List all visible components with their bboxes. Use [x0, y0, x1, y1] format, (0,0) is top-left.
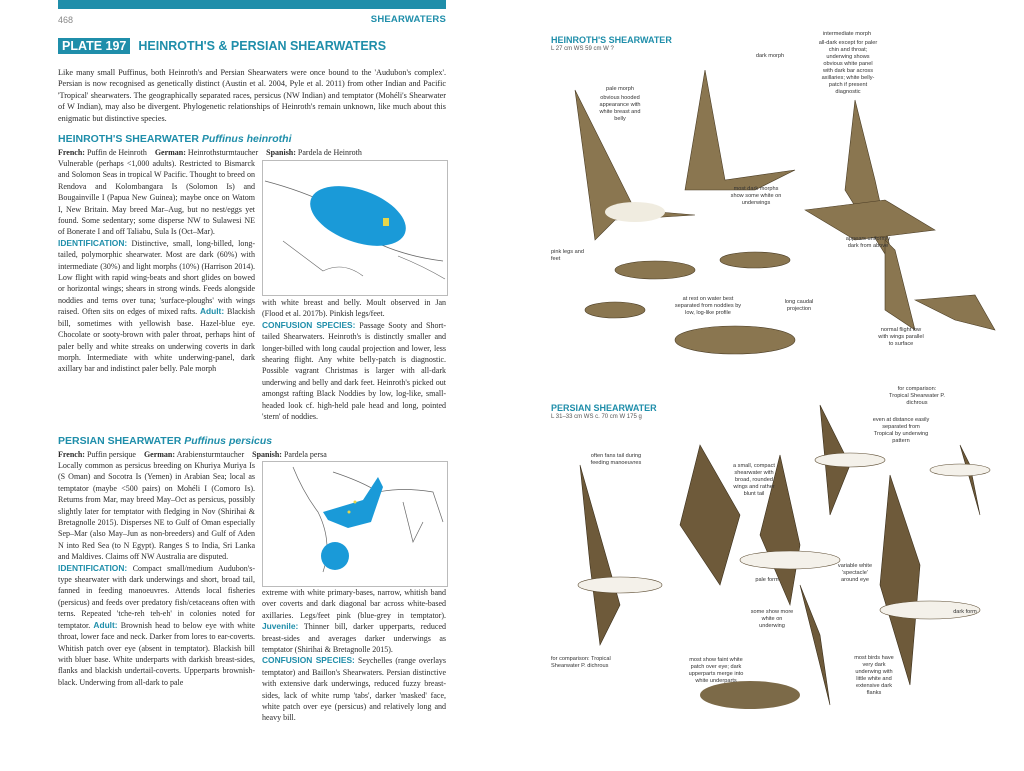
caption-intermediate-morph: intermediate morph — [822, 31, 872, 37]
persian-birds-illustration — [560, 385, 1020, 715]
label: French: — [58, 148, 85, 157]
caption-intermediate-desc: all-dark except for paler chin and throat; underwing shows obvious white panel with dark bar across axillaries; white belly-patch if present diagnostic — [818, 40, 878, 95]
label: German: — [154, 148, 186, 157]
heinroth-heading — [58, 133, 292, 145]
heinroth-measurements: L 27 cm WS 59 cm W ? — [551, 46, 614, 52]
caption-pale-morph-desc: obvious hooded appearance with white breast and belly — [599, 95, 641, 122]
caption-most-dark-morphs: most dark morphs show some white on underwings — [730, 186, 782, 206]
heinroth-adult-label: Adult: — [199, 306, 225, 317]
persian-common-names — [58, 449, 458, 460]
persian-latin: Puffinus persicus — [184, 435, 273, 447]
persian-juvenile-text: Thinner bill, darker upperparts, reduced breast-sides and averages darker underwings as temptator (Shirihai & Bretagnolle 2015). — [262, 622, 446, 655]
persian-range-map — [262, 461, 448, 587]
caption-most-show-faint: most show faint white patch over eye; dark upperparts merge into white underparts — [688, 657, 744, 684]
heinroth-id-text: Distinctive, small, long-billed, long-tailed, polymorphic shearwater. Most are dark (60%) with intermediate (30%) and light morphs (10%) (Harrison 2014). Low flight with rapid wing-beats and short glides on bowed or horizontal wings; shears in strong winds. Feeds alongside noddies and terns over tuna; 'surface-ploughs' with wings raised. Often sits on edges of mixed rafts. — [58, 238, 256, 317]
label: Spanish: — [252, 450, 282, 459]
caption-pale-morph: pale morph — [606, 86, 634, 92]
caption-even-at-distance: even at distance easily separated from Tropical by underwing pattern — [872, 417, 930, 444]
persian-id-text: Compact small/medium Audubon's-type shearwater with dark underwings and short, broad tail, fanned in feeding manoeuvres. Attends local fisheries (persicus) and feeds over predatory fish/cetaceans often with terns. Repeated 'tche-reh teh-eh' in colonies noted for temptator. — [58, 563, 256, 630]
caption-dark-morph: dark morph — [755, 53, 785, 59]
caption-tropical-comparison-2: for comparison: Tropical Shearwater P. dichrous — [551, 656, 611, 669]
label: French: — [58, 450, 85, 459]
heinroth-col2 — [262, 297, 446, 422]
heinroth-confusion-text: Passage Sooty and Short-tailed Shearwaters. Heinroth's is distinctly smaller and longer-billed with long caudal projection and lower, less shearing flight. Any white belly-patch is diagnostic. Possible vagrant Christmas is larger with all-dark underwing and belly and dark feet. Heinroth's picked out amongst rafting Black Noddies by low, log-like, small-headed look cf. high-held pale head and long, pointed 'stern' of noddies. — [262, 320, 447, 422]
persian-col2-text: extreme with white primary-bases, narrow, whitish band over coverts and dark diagonal bar across white-based axillaries. Legs/feet pink (blue-grey in temptator). — [262, 588, 446, 620]
caption-some-show: some show more white on underwing — [750, 609, 794, 629]
heinroth-confusion-label: CONFUSION SPECIES: — [262, 319, 356, 330]
german-name: Arabiensturmtaucher — [176, 450, 245, 459]
spanish-name: Pardela de Heinroth — [297, 148, 362, 157]
french-name: Puffin persique — [86, 450, 136, 459]
plate-name: HEINROTH'S & PERSIAN SHEARWATERS — [138, 39, 387, 53]
persian-heading — [58, 435, 272, 447]
heinroth-plate-title: HEINROTH'S SHEARWATER — [551, 35, 672, 45]
caption-most-birds: most birds have very dark underwing with little white and extensive dark flanks — [854, 655, 894, 696]
plate-title — [58, 38, 386, 54]
french-name: Puffin de Heinroth — [86, 148, 147, 157]
heinroth-id-label: IDENTIFICATION: — [58, 237, 128, 248]
running-head: SHEARWATERS — [370, 14, 446, 25]
heinroth-col2-text: with white breast and belly. Moult observed in Jan (Flood et al. 2017b). Pinkish legs/feet. — [262, 298, 446, 319]
persian-confusion-label: CONFUSION SPECIES: — [262, 655, 355, 666]
persian-adult-label: Adult: — [93, 619, 118, 630]
caption-pink-legs: pink legs and feet — [551, 249, 584, 262]
persian-id-label: IDENTIFICATION: — [58, 562, 128, 573]
caption-small-compact: a small, compact shearwater with broad, rounded wings and rather blunt tail — [733, 463, 775, 497]
caption-normal-flight: normal flight low with wings parallel to surface — [878, 327, 924, 347]
page-number: 468 — [58, 15, 74, 25]
caption-appears-dark: appears uniformly dark from above — [845, 236, 891, 249]
persian-name: PERSIAN SHEARWATER — [58, 435, 182, 447]
persian-adult-text: Brownish head to below eye with white throat, lower face and neck. Darker from lores to ear-coverts. Whitish patch over eye (absent in temptator). Blackish bill with bluer base. White underparts with darkish breast-sides, flanks and blackish undertail-coverts. Upperparts brownish-black. Underwing from all-dark to pale — [58, 620, 255, 687]
header-bar — [58, 0, 446, 9]
heinroth-adult-text: Blackish bill, sometimes with yellowish base. Hazel-blue eye. Chocolate or sooty-brown with paler throat, perhaps hint of paler belly and white streaks on underwing coverts in dark morph. Intermediate with white underwing-panel, dark axillary bar and indistinct paler belly. Pale morph — [58, 307, 255, 374]
caption-pale-form: pale form — [755, 577, 779, 583]
caption-tropical-comparison-1: for comparison: Tropical Shearwater P. dichrous — [889, 386, 945, 406]
caption-fans-tail: often fans tail during feeding manoeuvres — [590, 453, 642, 466]
heinroth-range-map — [262, 160, 448, 296]
spanish-name: Pardela persa — [283, 450, 327, 459]
heinroth-common-names — [58, 147, 458, 158]
map-icon — [263, 161, 447, 295]
persian-plate-title: PERSIAN SHEARWATER — [551, 403, 657, 413]
caption-at-rest: at rest on water best separated from noddies by low, log-like profile — [674, 296, 742, 316]
persian-col1 — [58, 460, 255, 688]
label: German: — [143, 450, 176, 459]
persian-juvenile-label: Juvenile: — [262, 621, 299, 632]
persian-measurements: L 31–33 cm WS c. 70 cm W 175 g — [551, 414, 642, 420]
persian-confusion-text: Seychelles (range overlays temptator) and Baillon's Shearwaters. Persian distinctive with extensive dark underwings, reduced fuzzy breast-sides, lack of white rump 'tabs', darker 'masked' face, white patch over eye (persicus) and relatively long and heavy bill. — [262, 656, 447, 723]
persian-range: Locally common as persicus breeding on Khuriya Muriya Is (S Oman) and Socotra Is (Yemen) in Arabian Sea; local as temptator (maybe <500 pairs) on Mohéli I (Comoro Is). Returns from Mar, may breed May–Oct as persicus, possibly slightly later for temptator with fledging in Nov (Shirihai & Bretagnolle 2015). Disperses NE to Gulf of Oman especially Sep–Mar (also May–Jun as non-breeders) and Gulf of Aden N into Red Sea (to N Egypt). Ranges S to India, Sri Lanka and Maldives. Claims off NW Australia are disputed. — [58, 461, 255, 562]
plate-badge: PLATE 197 — [58, 38, 130, 54]
heinroth-range: Vulnerable (perhaps <1,000 adults). Restricted to Bismarck and Solomon Seas in tropical W Pacific. Thought to breed on Rendova and Kolombangara Is (Solomon Is) and Bougainville I (Papua New Guinea); maybe once on Watom I, New Britain. May breed Mar–Aug, but no nest/eggs yet found. Some sedentary; some disperse NW to Sulawesi NE of Bonerate I and off Taliabu, Sula Is (Oct–Mar). — [58, 159, 255, 237]
heinroth-name: HEINROTH'S SHEARWATER — [58, 133, 199, 145]
caption-dark-form: dark form — [953, 609, 977, 615]
heinroth-col1 — [58, 158, 255, 375]
caption-variable-spectacle: variable white 'spectacle' around eye — [837, 563, 873, 583]
german-name: Heinrothsturmtaucher — [187, 148, 259, 157]
heinroth-latin: Puffinus heinrothi — [201, 133, 292, 145]
label: Spanish: — [266, 148, 296, 157]
persian-col2 — [262, 587, 446, 724]
map-icon — [263, 462, 447, 586]
plate-intro: Like many small Puffinus, both Heinroth's and Persian Shearwaters were once bound to the 'Audubon's complex'. Persian is now recognised as genetically distinct (Austin et al. 2004, Pyle et al. 2011) from other Indian and Pacific 'Tropical' shearwaters. The geographically separated races, persicus (NW Indian) and temptator (Mohéli's Shearwater of W Indian), may also be divergent. Phylogenetic relationships of Heinroth's remain unknown, like much about this enigmatic but distinctive species. — [58, 68, 446, 123]
caption-long-caudal: long caudal projection — [784, 299, 814, 312]
